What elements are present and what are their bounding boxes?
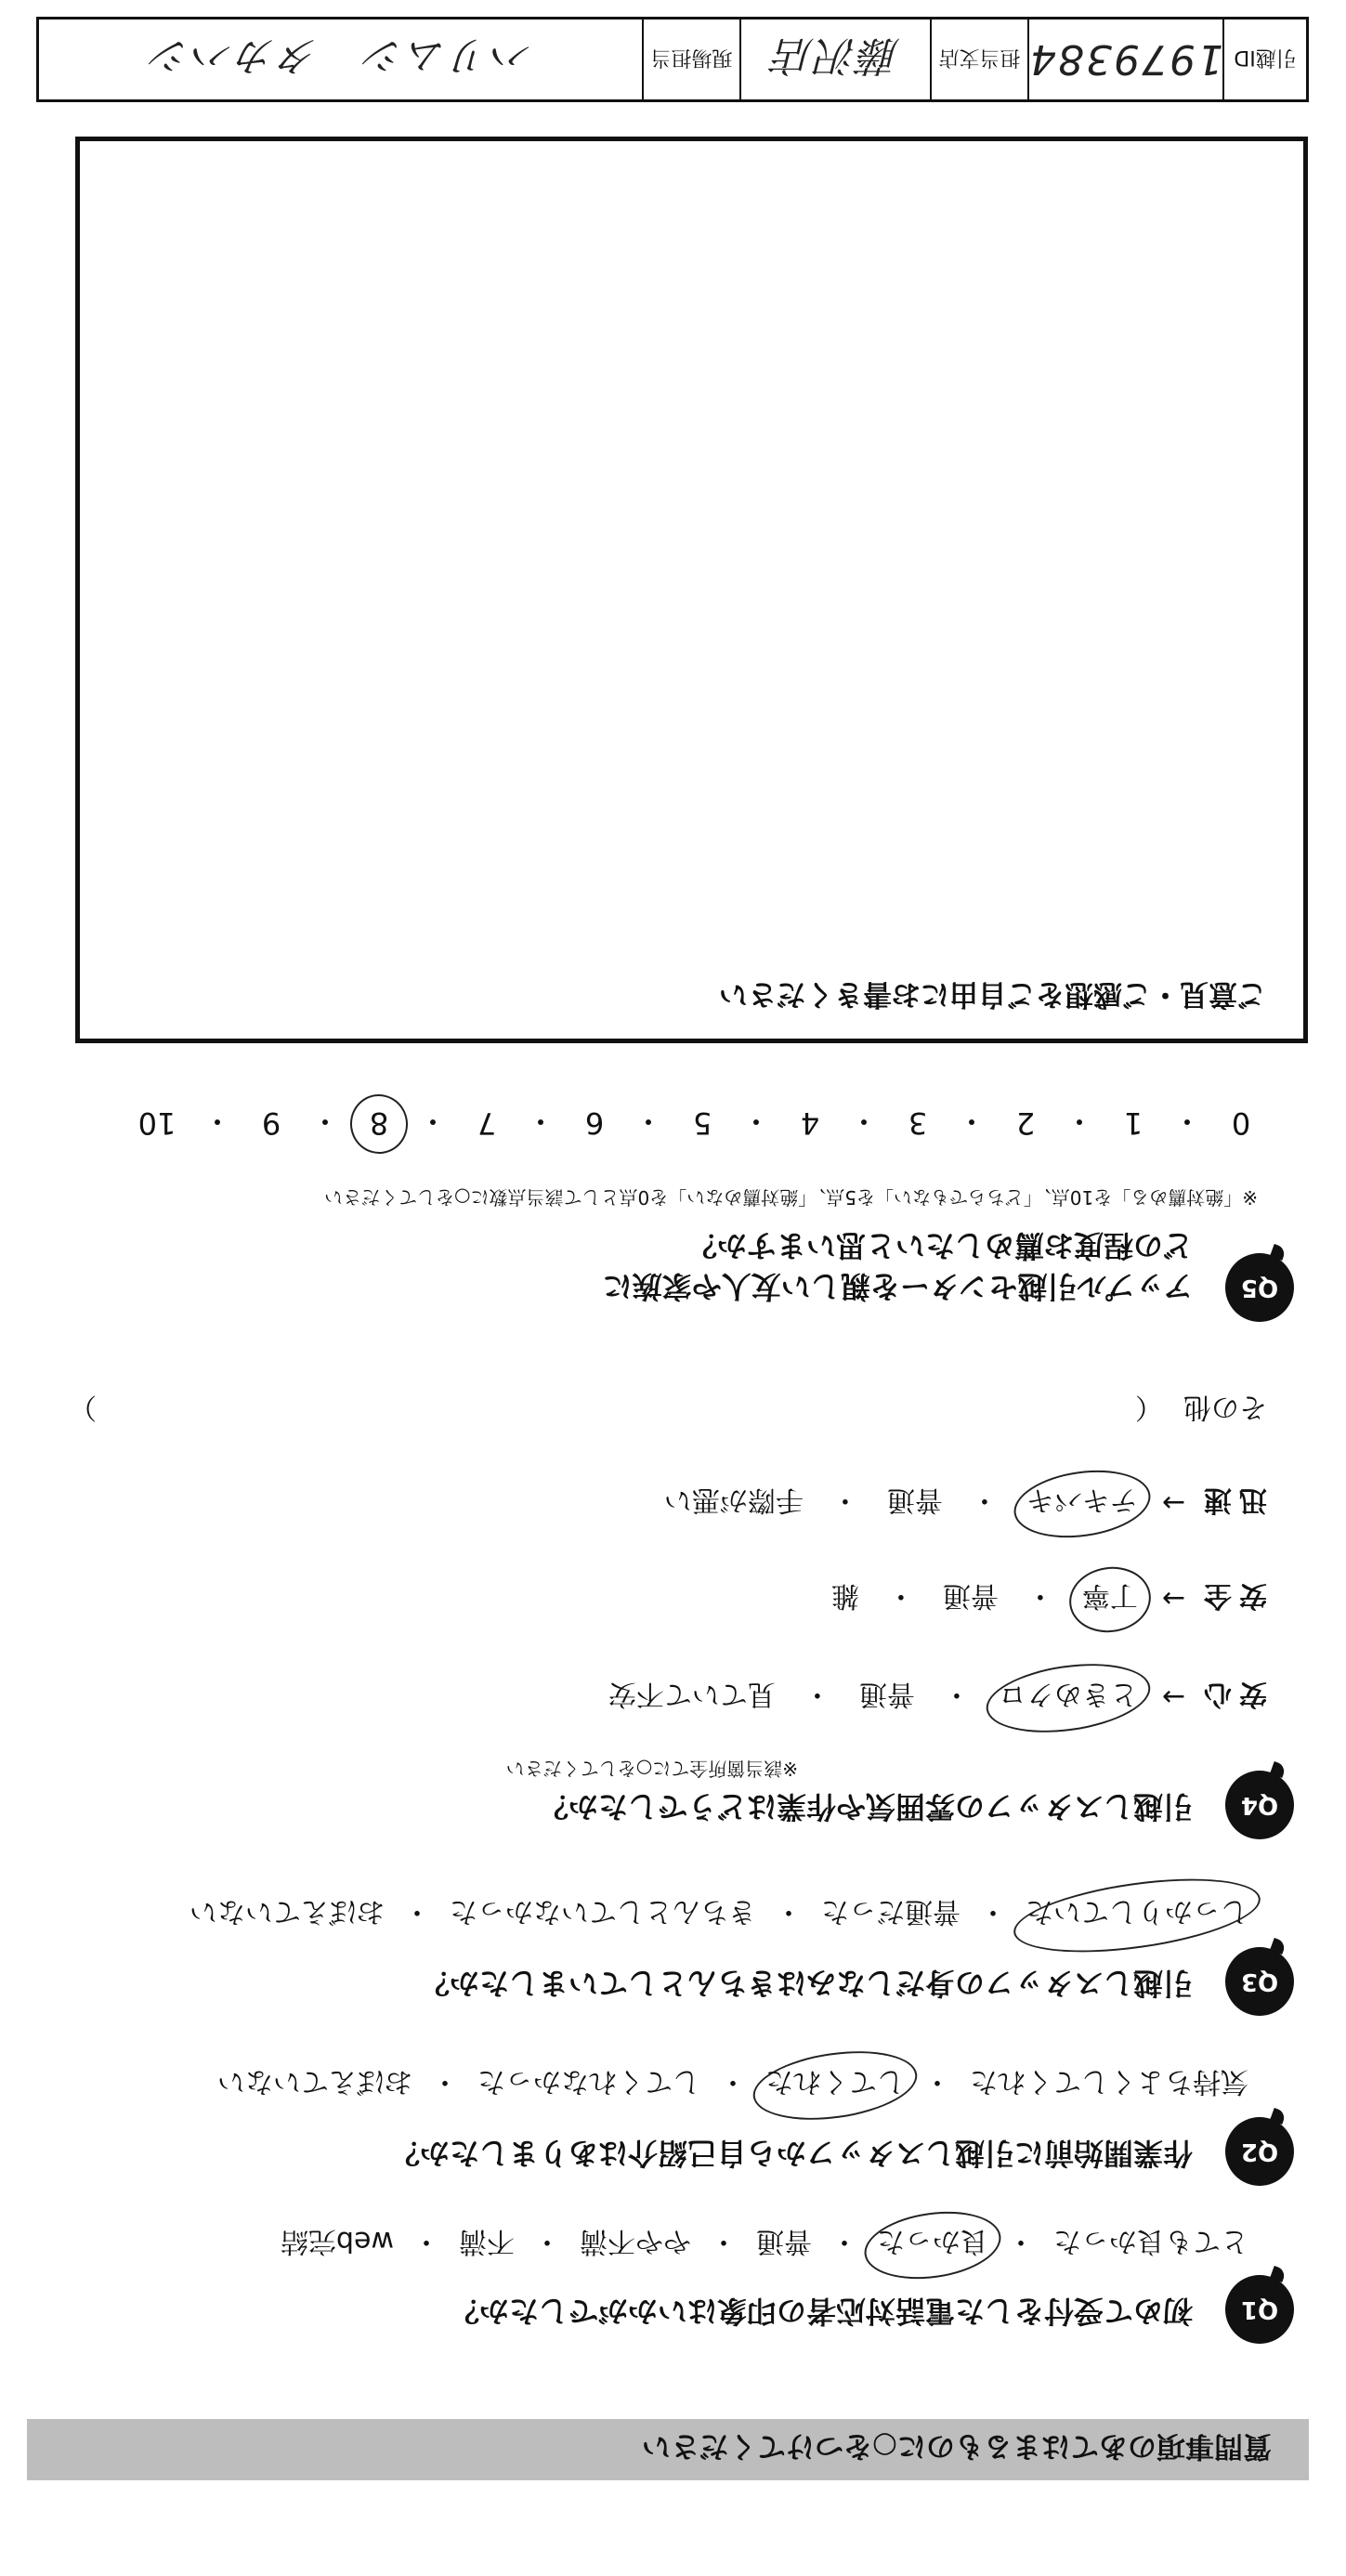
scale-option[interactable]: 1 bbox=[1123, 1105, 1143, 1141]
id-label: 引越ID bbox=[1222, 20, 1306, 99]
q4-row-option[interactable]: 普通 bbox=[942, 1579, 999, 1612]
q3-option-selected[interactable]: しっかりしていた bbox=[1026, 1894, 1248, 1935]
q1-option[interactable]: やや不満 bbox=[580, 2225, 691, 2257]
comment-box[interactable] bbox=[75, 137, 1308, 1043]
q1-option[interactable]: とても良かった bbox=[1053, 2225, 1248, 2257]
q2-text: 作業開始前に引越しスタッフから自己紹介はありましたか？ bbox=[389, 2136, 1193, 2171]
branch-label: 担当支店 bbox=[930, 20, 1027, 99]
scale-option[interactable]: 5 bbox=[692, 1105, 712, 1141]
arrow-right-icon: → bbox=[1161, 1486, 1185, 1520]
q4-other-label: その他 bbox=[1183, 1391, 1267, 1423]
q4-badge-icon: Q4 bbox=[1225, 1771, 1294, 1839]
q4-note: ※該当箇所全てに○をしてください bbox=[505, 1758, 798, 1780]
q5-badge-icon: Q5 bbox=[1225, 1253, 1294, 1322]
staff-value: ハリムシ タカハシ bbox=[148, 32, 533, 79]
scale-option[interactable]: 6 bbox=[584, 1105, 605, 1141]
q4-row-option[interactable]: 見ていて不安 bbox=[608, 1678, 776, 1710]
q3-options: しっかりしていた ・ 普通だった ・ きちんとしていなかった ・ おぼえていない bbox=[189, 1894, 1248, 1935]
q1-option-selected[interactable]: 良かった bbox=[877, 2224, 988, 2265]
q1-option[interactable]: web完結 bbox=[280, 2225, 394, 2257]
q4-row-jinsoku: 迅速 → テキパキ ・ 普通 ・ 手際が悪い bbox=[664, 1483, 1267, 1523]
q2-option[interactable]: してくれなかった bbox=[477, 2065, 700, 2098]
q4-row-label: 安心 bbox=[1196, 1678, 1267, 1710]
q1-text: 初めて受付をした電話対応者の印象はいかがでしたか？ bbox=[449, 2294, 1193, 2329]
q2-option[interactable]: 気持ちよくしてくれた bbox=[970, 2065, 1248, 2098]
q3-option[interactable]: 普通だった bbox=[821, 1895, 960, 1928]
comment-box-title: ご意見・ご感想をご自由にお書きください bbox=[719, 977, 1266, 1011]
header-banner: 質問事項のあてはまるものに○をつけてください bbox=[27, 2419, 1309, 2480]
q2-badge-icon: Q2 bbox=[1225, 2117, 1294, 2186]
q1-options: とても良かった ・ 良かった ・ 普通 ・ やや不満 ・ 不満 ・ web完結 bbox=[281, 2224, 1248, 2265]
scale-option[interactable]: 10 bbox=[137, 1105, 176, 1141]
branch-value: 藤沢店 bbox=[739, 20, 930, 99]
q2-option[interactable]: おぼえていない bbox=[217, 2065, 412, 2098]
id-table bbox=[36, 17, 1309, 102]
q4-row-option-selected[interactable]: 丁寧 bbox=[1082, 1578, 1138, 1619]
q1-badge-icon: Q1 bbox=[1225, 2275, 1294, 2344]
scale-option-selected[interactable]: 8 bbox=[363, 1105, 395, 1141]
staff-label: 現場担当 bbox=[642, 20, 739, 99]
arrow-right-icon: → bbox=[1161, 1680, 1185, 1714]
scale-option[interactable]: 2 bbox=[1015, 1105, 1036, 1141]
id-value: 1979384 bbox=[1027, 20, 1222, 99]
q5-scale: 0 ・ 1 ・ 2 ・ 3 ・ 4 ・ 5 ・ 6 ・ 7 ・ 8 ・ 9 ・ 10 bbox=[135, 1102, 1257, 1144]
q1-option[interactable]: 普通 bbox=[756, 2225, 812, 2257]
q3-option[interactable]: おぼえていない bbox=[189, 1895, 385, 1928]
q1-option[interactable]: 不満 bbox=[459, 2225, 515, 2257]
q4-row-option[interactable]: 手際が悪い bbox=[663, 1484, 804, 1516]
arrow-right-icon: → bbox=[1161, 1582, 1185, 1615]
scale-option[interactable]: 0 bbox=[1231, 1105, 1251, 1141]
q4-row-option-selected[interactable]: テキパキ bbox=[1026, 1483, 1138, 1523]
q4-row-option[interactable]: 雑 bbox=[830, 1579, 859, 1612]
q4-row-anshin: 安心 → ときめクロ ・ 普通 ・ 見ていて不安 bbox=[608, 1677, 1267, 1718]
q4-row-label: 安全 bbox=[1196, 1579, 1267, 1612]
q4-other-row: その他 （ ） bbox=[69, 1390, 1267, 1431]
q4-text: 引越しスタッフの雰囲気や作業はどうでしたか？ bbox=[538, 1789, 1193, 1824]
scale-option[interactable]: 9 bbox=[261, 1105, 281, 1141]
scale-option[interactable]: 7 bbox=[477, 1105, 497, 1141]
q4-row-option[interactable]: 普通 bbox=[886, 1484, 943, 1516]
q2-option-selected[interactable]: してくれた bbox=[765, 2064, 905, 2105]
q3-option[interactable]: きちんとしていなかった bbox=[450, 1895, 756, 1928]
q2-options: 気持ちよくしてくれた ・ してくれた ・ してくれなかった ・ おぼえていない bbox=[217, 2064, 1248, 2105]
q4-row-option[interactable]: 普通 bbox=[858, 1678, 915, 1710]
q3-badge-icon: Q3 bbox=[1225, 1947, 1294, 2016]
q5-text: アップル引越センターを親しい友人や家族に どの程度お薦めしたいと思いますか？ bbox=[602, 1228, 1193, 1304]
scale-option[interactable]: 4 bbox=[800, 1105, 820, 1141]
q5-note: ※「絶対薦める」を10点、「どちらでもない」を5点、「絶対薦めない」を0点として該当点数に○をしてください bbox=[324, 1186, 1258, 1209]
q4-row-label: 迅速 bbox=[1196, 1484, 1267, 1516]
q4-row-anzen: 安全 → 丁寧 ・ 普通 ・ 雑 bbox=[831, 1578, 1267, 1619]
scale-option[interactable]: 3 bbox=[908, 1105, 928, 1141]
q3-text: 引越しスタッフの身だしなみはきちんとしていましたか？ bbox=[419, 1966, 1193, 2001]
q4-row-option-selected[interactable]: ときめクロ bbox=[999, 1677, 1138, 1718]
